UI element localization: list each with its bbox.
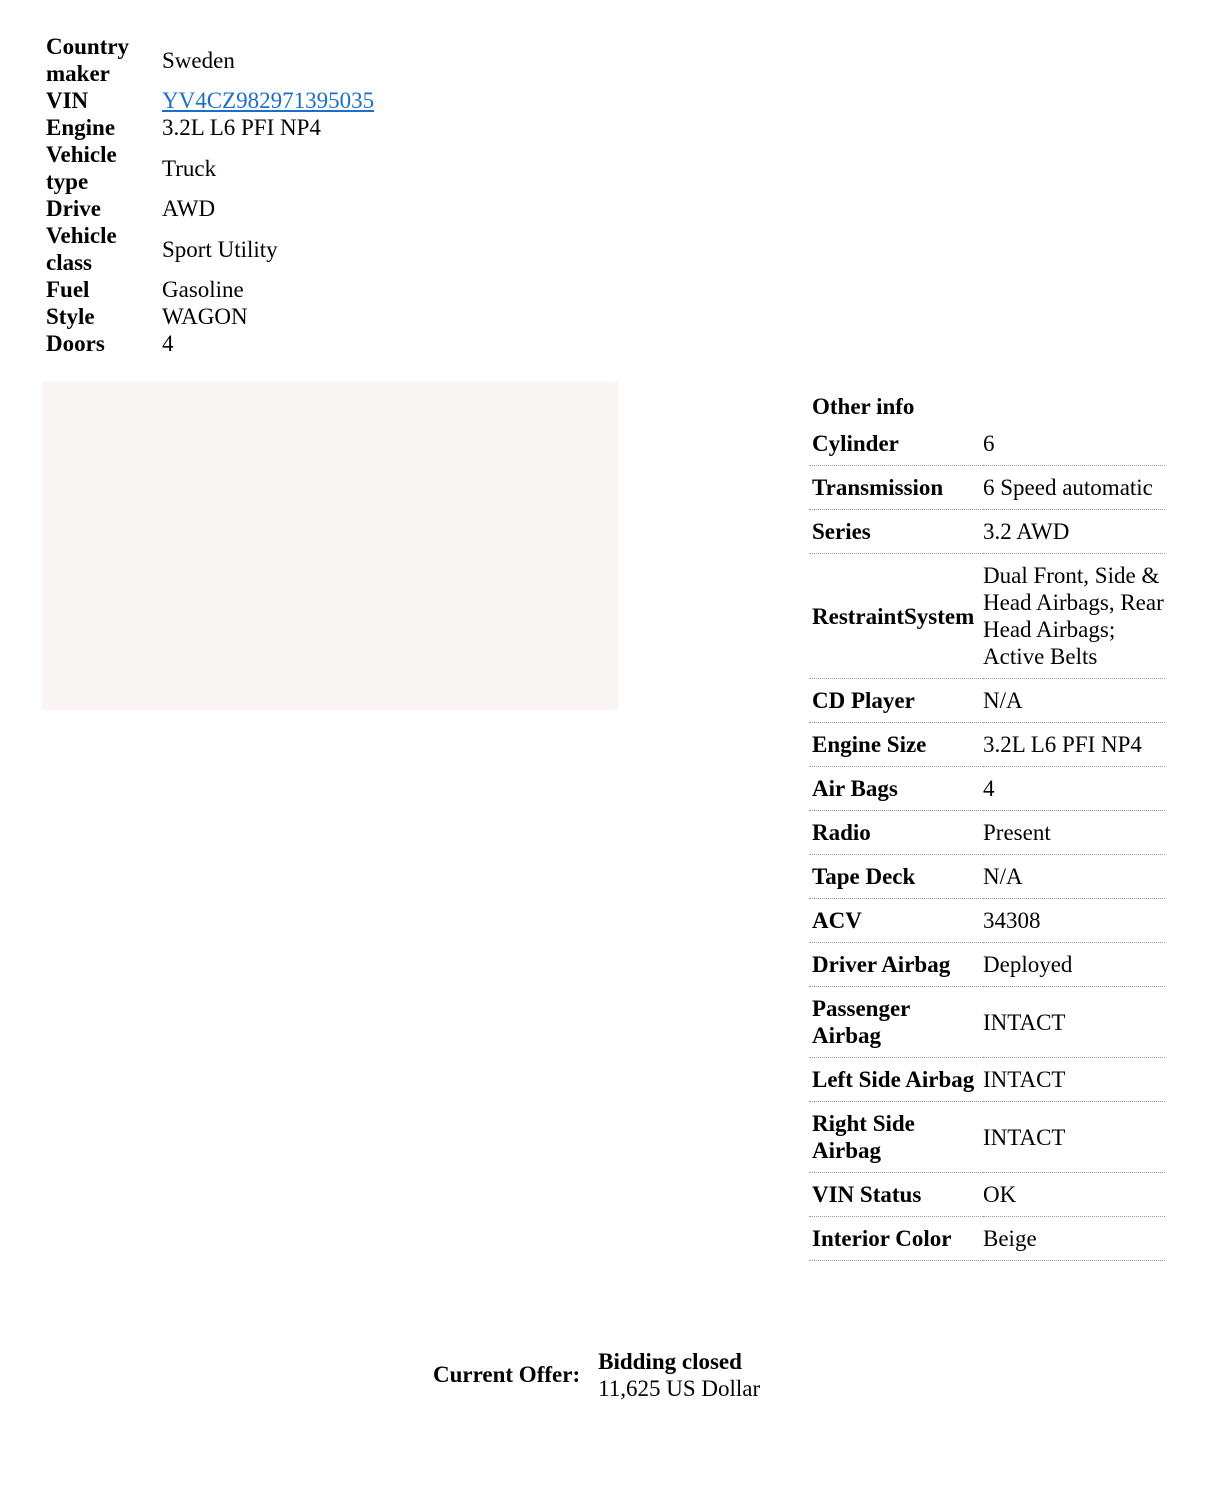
spec-row-country — [41, 33, 379, 87]
current-offer-label: Current Offer: — [433, 1362, 581, 1387]
other-info-label: Left Side Airbag — [809, 1058, 983, 1102]
other-info-value: INTACT — [983, 1102, 1165, 1173]
spec-row-vin — [41, 87, 379, 114]
spec-value-country: Sweden — [162, 47, 235, 73]
other-info-value: N/A — [983, 855, 1165, 899]
other-info-label: Passenger Airbag — [809, 987, 983, 1058]
other-info-label: ACV — [809, 899, 983, 943]
other-info-row — [809, 987, 1165, 1058]
vin-link[interactable]: YV4CZ982971395035 — [162, 88, 375, 113]
other-info-value: 4 — [983, 767, 1165, 811]
spec-label: Style — [46, 304, 95, 329]
other-info-value: 34308 — [983, 899, 1165, 943]
spec-value-vehicle-class: Sport Utility — [162, 236, 278, 262]
vehicle-spec-table — [41, 33, 379, 357]
other-info-label: Tape Deck — [809, 855, 983, 899]
spec-row-doors — [41, 330, 379, 357]
other-info-label: Driver Airbag — [809, 943, 983, 987]
other-info-label: Engine Size — [809, 723, 983, 767]
other-info-label: Right Side Airbag — [809, 1102, 983, 1173]
other-info-row — [809, 1102, 1165, 1173]
other-info-row — [809, 1173, 1165, 1217]
other-info-value: Deployed — [983, 943, 1165, 987]
spec-row-vehicle-class — [41, 222, 379, 276]
other-info-row — [809, 466, 1165, 510]
spec-label: VIN — [46, 88, 89, 113]
other-info-header-row — [809, 390, 1165, 422]
other-info-value: INTACT — [983, 1058, 1165, 1102]
spec-value-drive: AWD — [162, 196, 216, 221]
bidding-status: Bidding closed — [598, 1349, 742, 1374]
spec-label: Doors — [46, 331, 105, 356]
other-info-title: Other info — [812, 393, 915, 419]
other-info-row — [809, 679, 1165, 723]
spec-value-style: WAGON — [162, 304, 248, 329]
other-info-table — [809, 390, 1165, 1261]
other-info-row — [809, 943, 1165, 987]
other-info-label: Cylinder — [809, 422, 983, 466]
other-info-row — [809, 767, 1165, 811]
other-info-label: Series — [809, 510, 983, 554]
other-info-row — [809, 510, 1165, 554]
other-info-row — [809, 723, 1165, 767]
spec-label: Vehicle type — [46, 142, 117, 194]
spec-value-engine: 3.2L L6 PFI NP4 — [162, 115, 321, 140]
other-info-value: Present — [983, 811, 1165, 855]
spec-label: Engine — [46, 115, 116, 140]
other-info-label: Transmission — [809, 466, 983, 510]
other-info-row — [809, 1217, 1165, 1261]
spec-row-vehicle-type — [41, 141, 379, 195]
other-info-value: Beige — [983, 1217, 1165, 1261]
other-info-row — [809, 422, 1165, 466]
spec-label: Country maker — [46, 34, 130, 86]
other-info-value: OK — [983, 1173, 1165, 1217]
other-info-label: CD Player — [809, 679, 983, 723]
other-info-value: N/A — [983, 679, 1165, 723]
other-info-value: 3.2L L6 PFI NP4 — [983, 723, 1165, 767]
spec-row-style — [41, 303, 379, 330]
spec-value-vehicle-type: Truck — [162, 155, 217, 181]
current-offer — [433, 1348, 760, 1402]
other-info-label: VIN Status — [809, 1173, 983, 1217]
other-info-row — [809, 1058, 1165, 1102]
offer-price: 11,625 US Dollar — [598, 1376, 761, 1401]
other-info-body — [809, 390, 1165, 1261]
other-info-row — [809, 554, 1165, 679]
spec-row-drive — [41, 195, 379, 222]
spec-label: Drive — [46, 196, 101, 221]
other-info-row — [809, 899, 1165, 943]
other-info-row — [809, 855, 1165, 899]
spec-label: Fuel — [46, 277, 90, 302]
spec-value-doors: 4 — [162, 331, 174, 356]
other-info-value: 6 — [983, 422, 1165, 466]
other-info-label: RestraintSystem — [809, 554, 983, 679]
other-info-row — [809, 811, 1165, 855]
spec-row-engine — [41, 114, 379, 141]
other-info-label: Radio — [809, 811, 983, 855]
current-offer-details — [598, 1348, 760, 1402]
vehicle-photo-placeholder[interactable] — [42, 382, 618, 710]
spec-value-fuel: Gasoline — [162, 277, 244, 302]
other-info-value: 6 Speed automatic — [983, 466, 1165, 510]
other-info-value: 3.2 AWD — [983, 510, 1165, 554]
other-info-label: Interior Color — [809, 1217, 983, 1261]
other-info-value: INTACT — [983, 987, 1165, 1058]
other-info-value: Dual Front, Side & Head Airbags, Rear Head Airbags; Active Belts — [983, 554, 1165, 679]
other-info-label: Air Bags — [809, 767, 983, 811]
spec-row-fuel — [41, 276, 379, 303]
spec-label: Vehicle class — [46, 223, 117, 275]
